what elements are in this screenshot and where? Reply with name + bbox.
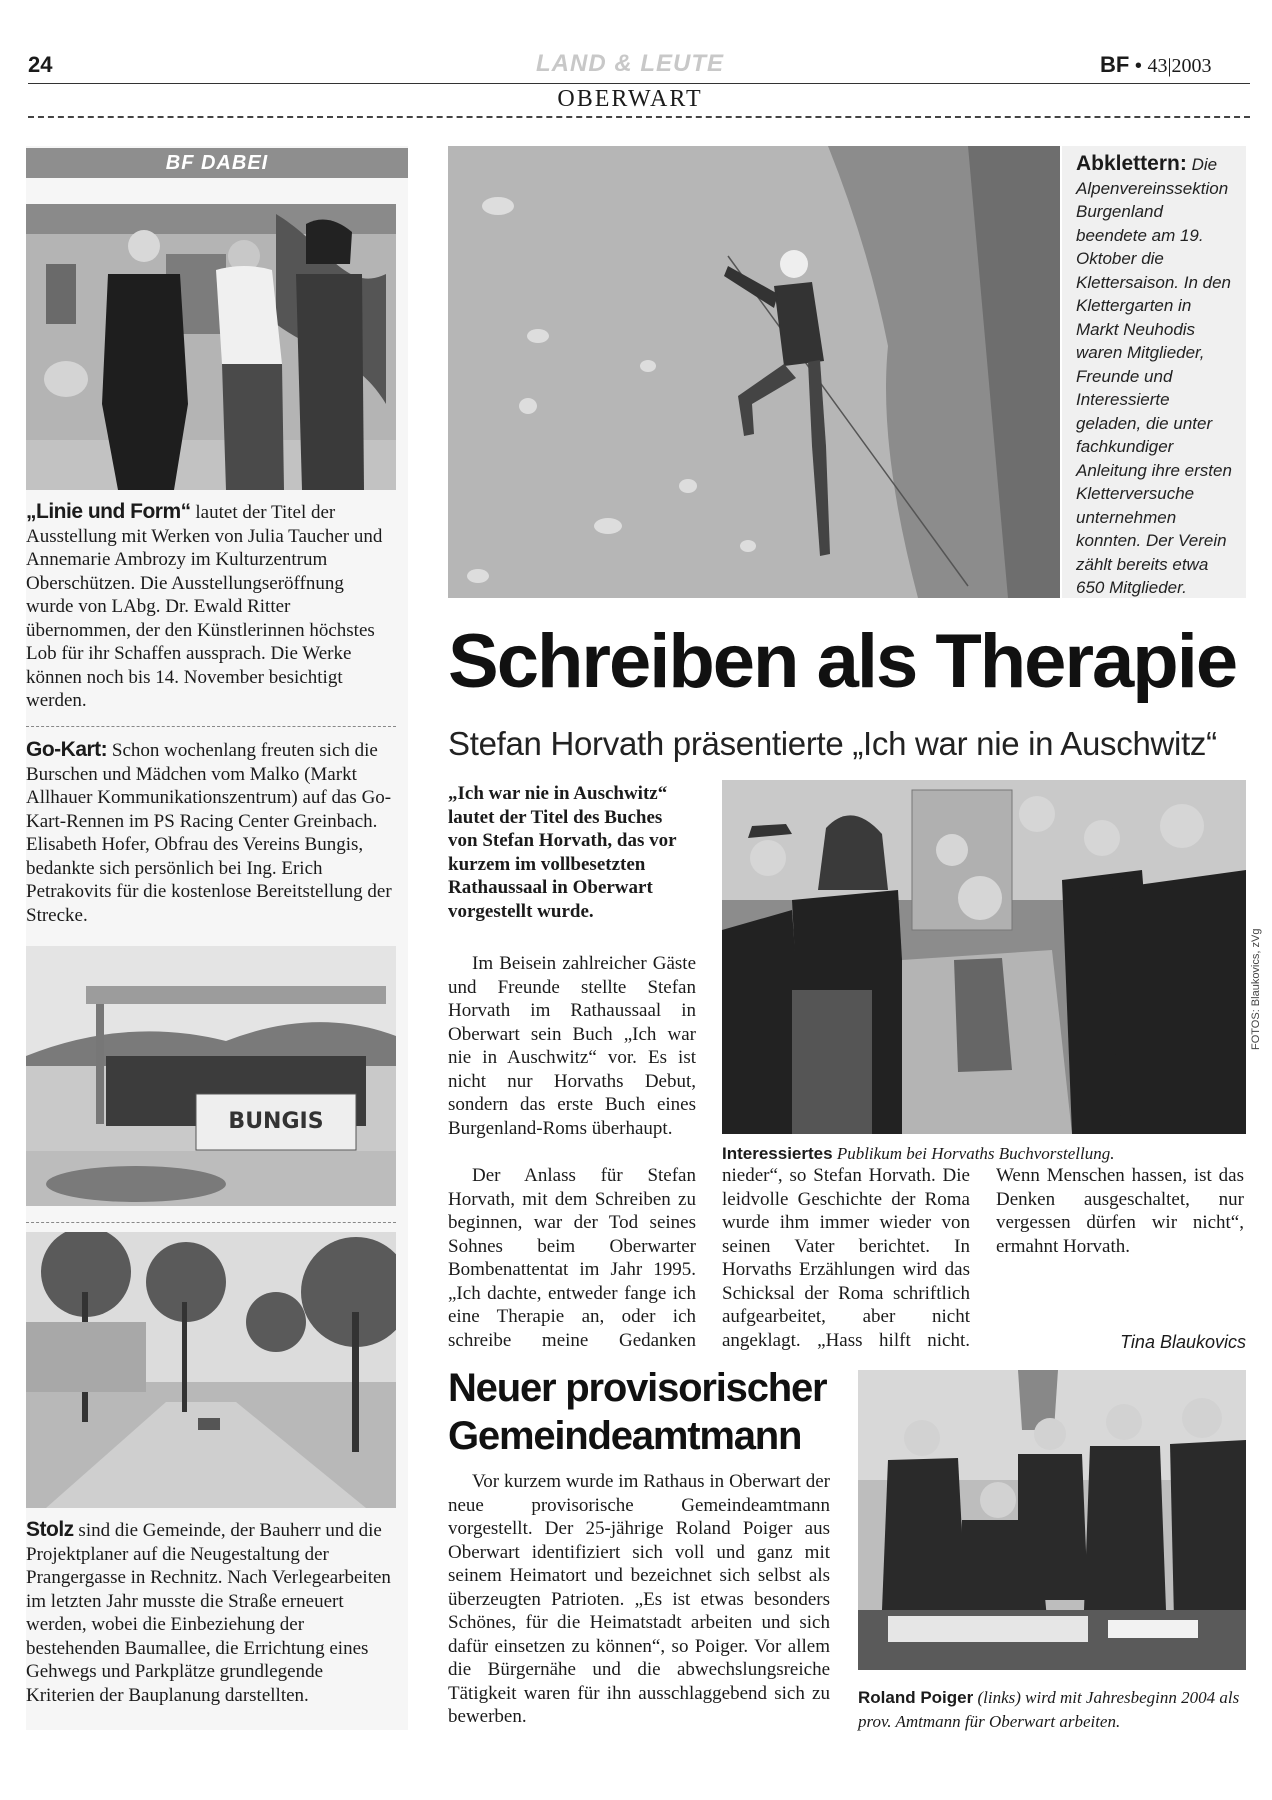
article-body-col1 [448, 952, 696, 1140]
exhibition-text [26, 500, 396, 713]
climbing-caption-title: Abklettern: [1076, 152, 1187, 175]
horvath-caption-text: Publikum bei Horvaths Buchvorstellung. [832, 1144, 1115, 1163]
climbing-caption-text: Die Alpenvereinssektion Burgenland beendete am 19. Oktober die Klettersaison. In den Klettergarten in Markt Neuhodis waren Mitglieder, Freunde und Interessierte geladen, die unter fachkundiger Anleitung ihre ersten Kletterversuche unternehmen konnten. Der Verein zählt bereits etwa 650 Mitglieder. [1076, 155, 1232, 597]
article-intro: „Ich war nie in Auschwitz“ lautet der Titel des Buches von Stefan Horvath, das vor kurzem im vollbesetzten Rathaussaal in Oberwart vorgestellt wurde. [448, 783, 677, 922]
brand-name: BF [1100, 52, 1130, 77]
bungis-banner-text: BUNGIS [228, 1109, 324, 1134]
article-paragraph-2: Der Anlass für Stefan Horvath, mit dem Schreiben zu beginnen, war der Tod seines Sohnes beim Oberwarter Bombenattentat im Jahr 1995. „Ich dachte, entweder fange ich eine Therapie an, oder ich schreibe meine Gedanken nieder“, so Stefan Horvath. Die leidvolle Geschichte der Roma wurde ihm immer wieder von seinen Vater berichtet. In Horvaths Erzählungen wird das Schicksal der Roma schriftlich aufgearbeitet, aber nicht angeklagt. „Hass hilft nicht. Wenn Menschen hassen, ist das Denken ausgeschaltet, nur vergessen dürfen wir nicht“, ermahnt Horvath. [448, 1165, 1244, 1351]
article2-paragraph: Vor kurzem wurde im Rathaus in Oberwart der neue provisorische Gemeindeamtmann vorgestellt. Der 25-jährige Roland Poiger aus Oberwart identifiziert sich voll und ganz mit seinem Heimatort und bezeichnet sich selbst als überzeugten Patrioten. „Es ist etwas besonders Schönes, für die Heimatstadt arbeiten und sich dafür einsetzen zu können“, so Poiger. Vor allem die Bürgernähe und die abwechslungsreiche Tätigkeit waren für ihn ausschlaggebend sich zu bewerben. [448, 1471, 830, 1727]
climbing-caption [1062, 146, 1246, 598]
gokart-body: Schon wochenlang freuten sich die Burschen und Mädchen vom Malko (Markt Allhauer Kommunikationszentrum) auf das Go-Kart-Rennen im PS Racing Center Greinbach. Elisabeth Hofer, Obfrau des Vereins Bungis, bedankte sich persönlich bei Ing. Erich Petrakovits für die kostenlose Bereitstellung der Strecke. [26, 740, 392, 926]
article-subhead: Stefan Horvath präsentierte „Ich war nie in Auschwitz“ [448, 725, 1217, 762]
exhibition-lead: „Linie und Form“ [26, 500, 191, 523]
horvath-photo-caption [722, 1143, 1246, 1165]
article2-headline-line1: Neuer provisorischer [448, 1366, 827, 1410]
article2-headline [448, 1364, 828, 1460]
stolz-lead: Stolz [26, 1518, 74, 1541]
brand-separator: • [1134, 55, 1142, 77]
article-headline: Schreiben als Therapie [448, 619, 1237, 704]
poiger-photo-caption [858, 1686, 1250, 1733]
horvath-photo [722, 780, 1246, 1134]
article2-body [448, 1470, 830, 1729]
section-kicker: LAND & LEUTE [536, 50, 724, 77]
poiger-caption-text: (links) wird mit Jahresbeginn 2004 als prov. Amtmann für Oberwart arbeiten. [858, 1688, 1240, 1731]
header-dashed-rule [28, 116, 1250, 118]
stolz-body: sind die Gemeinde, der Bauherr und die Projektplaner auf die Neugestaltung der Prangergasse in Rechnitz. Nach Verlegearbeiten im letzten Jahr musste die Straße erneuert werden, wobei die Einbeziehung der bestehenden Baumallee, die Errichtung eines Gehwegs und Parkplätze grundlegende Kriterien der Bauplanung darstellten. [26, 1520, 391, 1706]
page-number: 24 [28, 52, 53, 77]
left-divider [26, 726, 396, 727]
left-divider-2 [26, 1222, 396, 1223]
article-paragraph-1: Im Beisein zahlreicher Gäste und Freunde stellte Stefan Horvath im Rathaussaal in Oberwart sein Buch „Ich war nie in Auschwitz“ vor. Es ist nicht nur Horvaths Debut, sondern das erste Buch eines Burgenland-Roms überhaupt. [448, 953, 696, 1139]
climbing-photo [448, 146, 1060, 598]
gokart-text [26, 738, 396, 927]
horvath-caption-lead: Interessiertes [722, 1144, 833, 1163]
issue-number: 43|2003 [1147, 55, 1212, 77]
section-title: OBERWART [557, 86, 703, 112]
poiger-caption-lead: Roland Poiger [858, 1688, 974, 1707]
article-author: Tina Blaukovics [1120, 1332, 1246, 1352]
bf-dabei-label: BF DABEI [26, 148, 408, 178]
publication-info [1100, 52, 1211, 78]
gokart-lead: Go-Kart: [26, 738, 108, 761]
stolz-text [26, 1518, 396, 1707]
gokart-photo [26, 946, 396, 1206]
poiger-photo [858, 1370, 1246, 1670]
header-rule [28, 83, 1250, 84]
photo-credit: FOTOS: Blaukovics, zVg [1250, 928, 1262, 1050]
exhibition-photo [26, 204, 396, 490]
article-body-flow [448, 1164, 1244, 1352]
avenue-photo [26, 1232, 396, 1508]
exhibition-body: lautet der Titel der Ausstellung mit Werken von Julia Taucher und Annemarie Ambrozy im Kulturzentrum Oberschützen. Die Ausstellungseröffnung wurde von LAbg. Dr. Ewald Ritter übernommen, der den Künstlerinnen höchstes Lob für ihr Schaffen aussprach. Die Werke können noch bis 14. November besichtigt werden. [26, 502, 383, 711]
article2-headline-line2: Gemeindeamtmann [448, 1414, 802, 1458]
